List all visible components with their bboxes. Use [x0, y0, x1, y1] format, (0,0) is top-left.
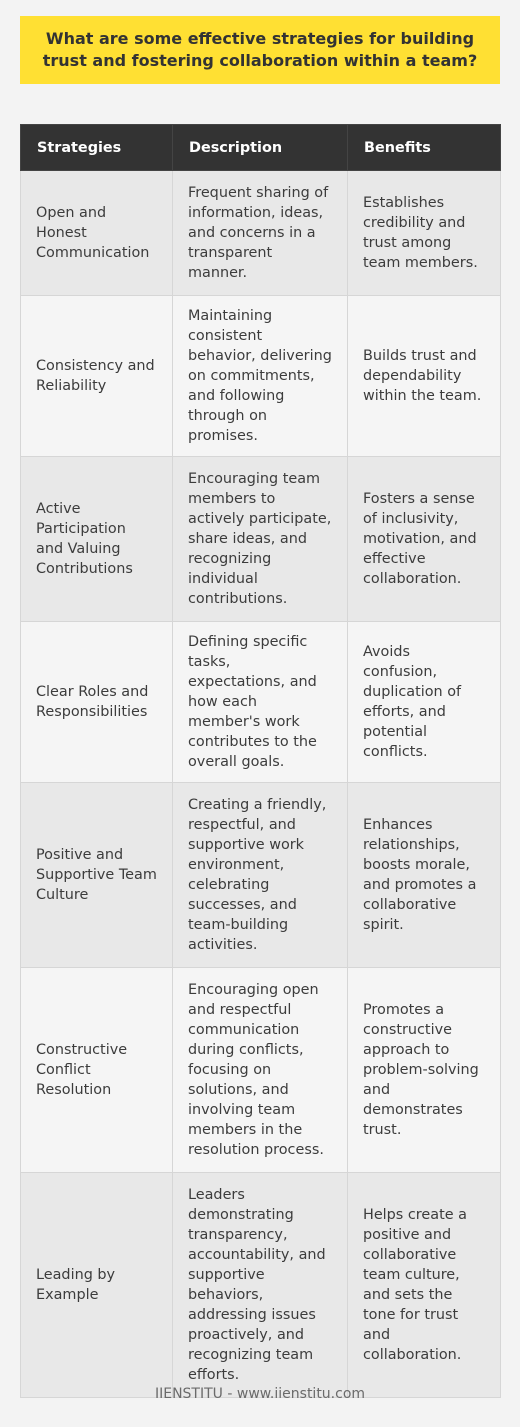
- strategy-cell: Open and Honest Communication: [21, 171, 173, 296]
- strategy-cell: Constructive Conflict Resolution: [21, 968, 173, 1173]
- description-cell: Creating a friendly, respectful, and supportive work environment, celebrating successes, and team-building activities.: [173, 783, 348, 968]
- table-header: [21, 125, 501, 171]
- benefits-cell: Establishes credibility and trust among team members.: [348, 171, 501, 296]
- table-row: [21, 622, 501, 783]
- description-cell: Frequent sharing of information, ideas, and concerns in a transparent manner.: [173, 171, 348, 296]
- description-cell: Maintaining consistent behavior, delivering on commitments, and following through on promises.: [173, 296, 348, 457]
- benefits-cell: Promotes a constructive approach to problem-solving and demonstrates trust.: [348, 968, 501, 1173]
- strategy-cell: Active Participation and Valuing Contributions: [21, 457, 173, 622]
- table-row: [21, 296, 501, 457]
- table-row: [21, 171, 501, 296]
- table-row: [21, 457, 501, 622]
- description-cell: Encouraging team members to actively participate, share ideas, and recognizing individual contributions.: [173, 457, 348, 622]
- column-header-benefits: Benefits: [348, 125, 501, 171]
- footer-credit: IIENSTITU - www.iienstitu.com: [154, 1386, 366, 1402]
- benefits-cell: Builds trust and dependability within the team.: [348, 296, 501, 457]
- column-header-strategies: Strategies: [21, 125, 173, 171]
- description-cell: Defining specific tasks, expectations, and how each member's work contributes to the overall goals.: [173, 622, 348, 783]
- benefits-cell: Avoids confusion, duplication of efforts, and potential conflicts.: [348, 622, 501, 783]
- benefits-cell: Enhances relationships, boosts morale, and promotes a collaborative spirit.: [348, 783, 501, 968]
- strategy-cell: Positive and Supportive Team Culture: [21, 783, 173, 968]
- table-body: [21, 171, 501, 1398]
- description-cell: Encouraging open and respectful communication during conflicts, focusing on solutions, and involving team members in the resolution process.: [173, 968, 348, 1173]
- benefits-cell: Fosters a sense of inclusivity, motivation, and effective collaboration.: [348, 457, 501, 622]
- benefits-cell: Helps create a positive and collaborative team culture, and sets the tone for trust and collaboration.: [348, 1173, 501, 1398]
- table-row: [21, 968, 501, 1173]
- table-row: [21, 1173, 501, 1398]
- column-header-description: Description: [173, 125, 348, 171]
- description-cell: Leaders demonstrating transparency, accountability, and supportive behaviors, addressing issues proactively, and recognizing team efforts.: [173, 1173, 348, 1398]
- title-banner: [20, 16, 500, 84]
- table-row: [21, 783, 501, 968]
- header-row: [21, 125, 501, 171]
- strategy-cell: Leading by Example: [21, 1173, 173, 1398]
- strategy-cell: Clear Roles and Responsibilities: [21, 622, 173, 783]
- page-title: What are some effective strategies for building trust and fostering collaboration within a team?: [42, 29, 478, 70]
- strategy-cell: Consistency and Reliability: [21, 296, 173, 457]
- strategies-table: [20, 124, 501, 1398]
